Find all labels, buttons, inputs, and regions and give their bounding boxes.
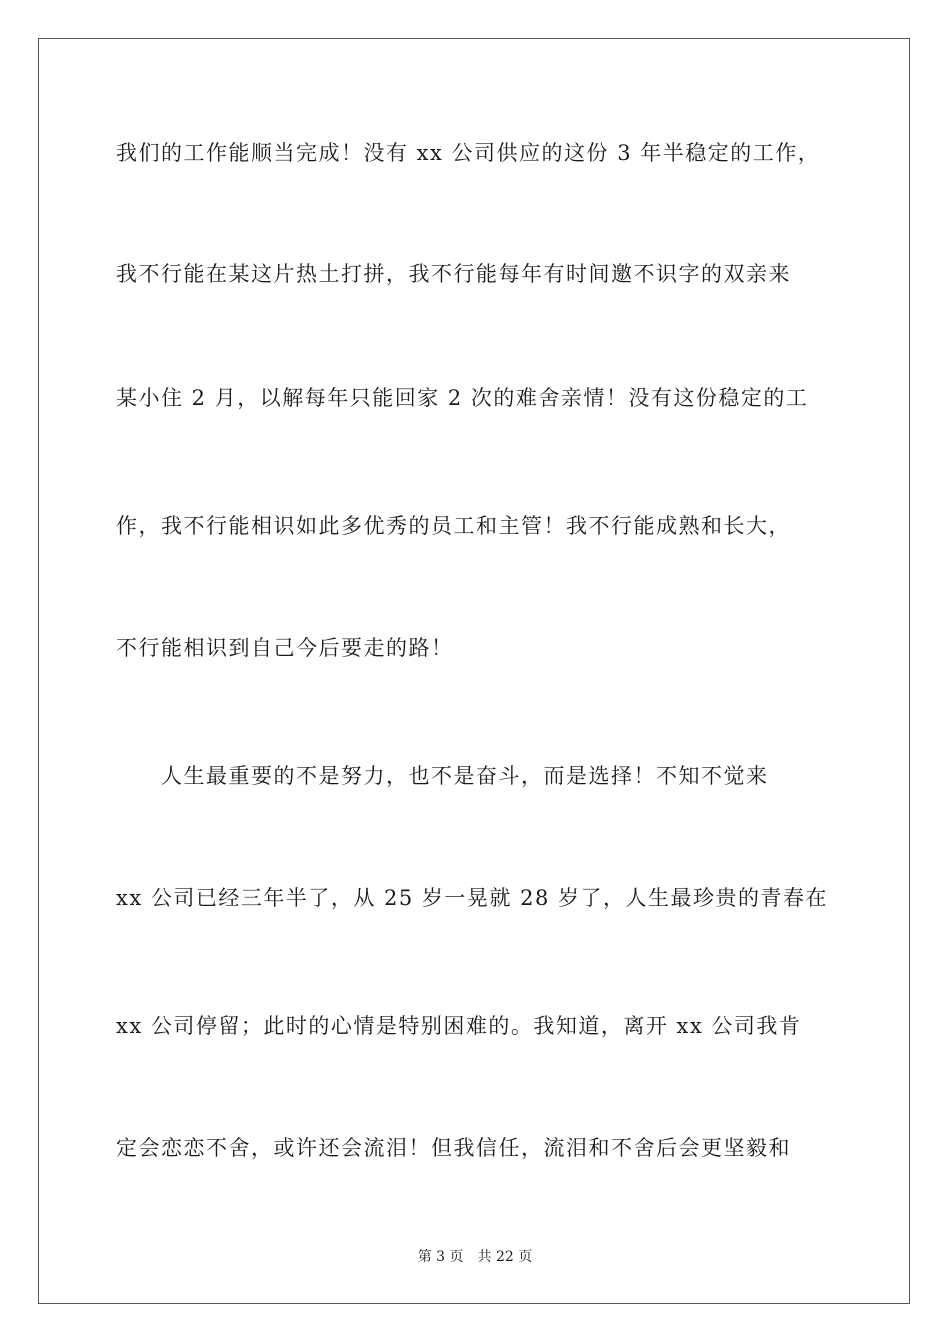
body-line-2: 我不行能在某这片热土打拼，我不行能每年有时间邀不识字的双亲来 <box>116 262 791 286</box>
page-number: 第 3 页 <box>417 1249 464 1265</box>
page-total: 共 22 页 <box>477 1249 533 1265</box>
body-line-5: 不行能相识到自己今后要走的路！ <box>116 636 454 660</box>
body-line-6: 人生最重要的不是努力，也不是奋斗，而是选择！不知不觉来 <box>116 764 769 788</box>
body-line-8: xx 公司停留；此时的心情是特别困难的。我知道，离开 xx 公司我肯 <box>116 1014 802 1038</box>
body-line-9: 定会恋恋不舍，或许还会流泪！但我信任，流泪和不舍后会更坚毅和 <box>116 1136 791 1160</box>
body-line-7: xx 公司已经三年半了，从 25 岁一晃就 28 岁了，人生最珍贵的青春在 <box>116 886 829 910</box>
page-border <box>38 38 910 1304</box>
body-line-1: 我们的工作能顺当完成！没有 xx 公司供应的这份 3 年半稳定的工作， <box>116 141 821 165</box>
body-line-3: 某小住 2 月，以解每年只能回家 2 次的难舍亲情！没有这份稳定的工 <box>116 386 809 410</box>
page-footer <box>0 1248 950 1266</box>
body-line-4: 作，我不行能相识如此多优秀的员工和主管！我不行能成熟和长大， <box>116 514 791 538</box>
